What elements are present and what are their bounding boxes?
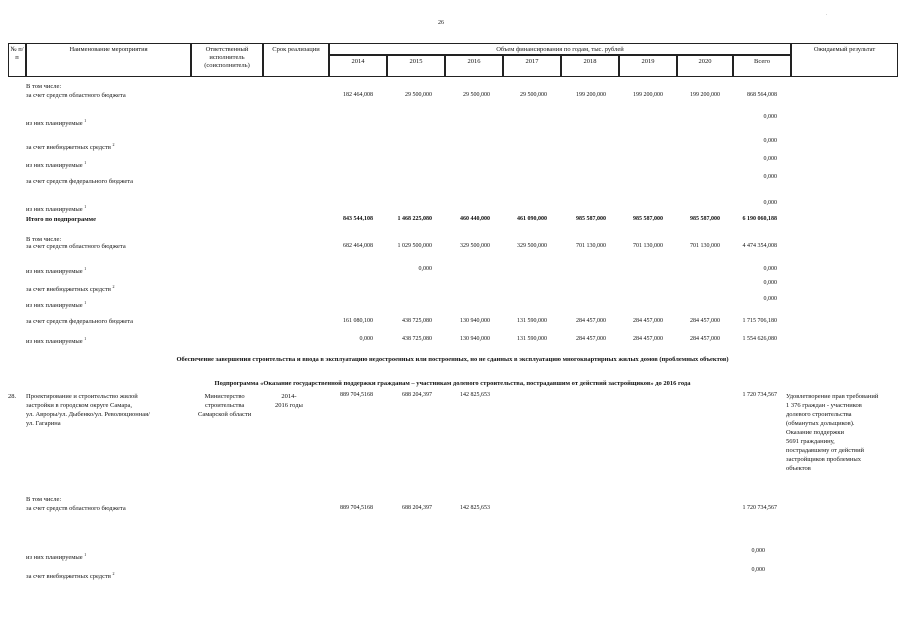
row-value: 843 544,108 [343, 216, 373, 222]
row-value: 701 130,000 [690, 243, 720, 249]
row-value: 284 457,000 [633, 318, 663, 324]
header-financing: Объем финансирования по годам, тыс. рублей [329, 43, 791, 55]
row-label-text: Итого по подпрограмме [26, 216, 96, 223]
row-value: 284 457,000 [690, 336, 720, 342]
row-label-text: из них планируемые [26, 268, 83, 276]
row-value: 284 457,000 [576, 318, 606, 324]
item-name-line: ул. Авроры/ул. Дыбенко/ул. Революционная/ [26, 411, 150, 418]
row-value: 29 500,000 [405, 92, 432, 98]
page-number: 26 [438, 20, 444, 26]
row-value: 461 090,000 [517, 216, 547, 222]
item-period-line: 2014- [281, 393, 297, 400]
item-result-line: (обманутых дольщиков). [786, 420, 855, 427]
row-label [26, 118, 86, 127]
header-year-2020: 2020 [677, 55, 733, 77]
row-label-text: В том числе: [26, 83, 62, 90]
item-result [786, 392, 878, 473]
row-value: 0,000 [763, 280, 777, 286]
row-label [26, 204, 86, 213]
row-label [26, 178, 133, 185]
row-value: 131 590,000 [517, 336, 547, 342]
header-period: Срок реализации [263, 43, 329, 77]
row-value: 0,000 [751, 567, 765, 573]
row-value: 1 715 706,180 [742, 318, 777, 324]
row-label-text: за счет внебюджетных средств [26, 144, 111, 152]
row-label-text: за счет средств областного бюджета [26, 243, 126, 250]
header-year-2016: 2016 [445, 55, 503, 77]
row-value: 6 190 060,188 [742, 216, 777, 222]
row-value: 284 457,000 [690, 318, 720, 324]
item-result-line: долевого строительства [786, 411, 852, 418]
item-value-2015: 688 204,397 [402, 392, 432, 398]
row-label-text: из них планируемые [26, 120, 83, 128]
row-value: 0,000 [359, 336, 373, 342]
row-value: 0,000 [763, 156, 777, 162]
header-name: Наименование мероприятия [26, 43, 191, 77]
row-value: 329 500,000 [460, 243, 490, 249]
row-value: 688 204,397 [402, 505, 432, 511]
subprogram-title: Подпрограмма «Оказание государственной поддержки гражданам – участникам долевого строительства, пострадавшим от действий застройщиков» до 2016 года [214, 380, 691, 387]
row-label-text: из них планируемые [26, 338, 83, 346]
footnote-mark: 1 [84, 118, 87, 123]
item-name-line: застройки в городском округе Самара, [26, 402, 132, 409]
row-value: 438 725,080 [402, 336, 432, 342]
footnote-mark: 2 [112, 571, 115, 576]
header-year-2018: 2018 [561, 55, 619, 77]
header-year-2019: 2019 [619, 55, 677, 77]
row-value: 130 940,000 [460, 318, 490, 324]
row-label [26, 142, 115, 151]
row-value: 1 468 225,080 [397, 216, 432, 222]
row-label-text: В том числе: [26, 236, 62, 243]
row-value: 0,000 [763, 200, 777, 206]
row-label [26, 236, 61, 243]
item-number: 28. [8, 393, 17, 400]
row-label [26, 160, 86, 169]
item-name-line: Проектирование и строительство жилой [26, 393, 138, 400]
row-label: за счет средств областного бюджета [26, 505, 126, 512]
row-value: 1 029 500,000 [397, 243, 432, 249]
row-value: 0,000 [751, 548, 765, 554]
row-label [26, 300, 86, 309]
item-responsible-line: Министерство [204, 393, 245, 400]
item-value-2016: 142 825,653 [460, 392, 490, 398]
header-total: Всего [733, 55, 791, 77]
row-value: 29 500,000 [463, 92, 490, 98]
header-result: Ожидаемый результат [791, 43, 898, 77]
row-value: 161 080,100 [343, 318, 373, 324]
row-label [26, 336, 86, 345]
item-value-2014: 889 704,5168 [340, 392, 373, 398]
row-label [26, 552, 86, 561]
row-value: 284 457,000 [576, 336, 606, 342]
item-name-line: ул. Гагарина [26, 420, 61, 427]
row-label-text: из них планируемые [26, 206, 83, 214]
item-value-total: 1 720 734,567 [742, 392, 777, 398]
item-result-line: Удовлетворение прав требований [786, 393, 879, 400]
row-value: 985 587,000 [690, 216, 720, 222]
row-value: 0,000 [763, 138, 777, 144]
row-label [26, 83, 61, 90]
row-value: 868 564,008 [747, 92, 777, 98]
row-label-text: за счет средств федерального бюджета [26, 318, 134, 325]
row-label [26, 318, 133, 325]
row-label-text: из них планируемые [26, 302, 83, 310]
row-value: 701 130,000 [633, 243, 663, 249]
row-label-text: за счет средств федерального бюджета [26, 178, 134, 185]
header-year-2014: 2014 [329, 55, 387, 77]
footnote-mark: 1 [84, 204, 87, 209]
item-result-line: застройщиков проблемных [786, 456, 861, 463]
footnote-mark: 1 [84, 300, 87, 305]
row-label [26, 243, 126, 250]
footnote-mark: 2 [112, 142, 115, 147]
row-value: 199 200,000 [576, 92, 606, 98]
item-result-line: 1 376 граждан - участников [786, 402, 862, 409]
row-label [26, 92, 126, 99]
row-value: 284 457,000 [633, 336, 663, 342]
row-value: 329 500,000 [517, 243, 547, 249]
row-value: 438 725,080 [402, 318, 432, 324]
row-value: 682 464,008 [343, 243, 373, 249]
footnote-mark: 1 [84, 336, 87, 341]
row-value: 0,000 [763, 114, 777, 120]
row-value: 1 554 626,080 [742, 336, 777, 342]
row-label [26, 216, 96, 223]
item-result-line: пострадавшему от действий [786, 447, 865, 454]
row-value: 199 200,000 [690, 92, 720, 98]
row-label [26, 284, 115, 293]
row-value: 199 200,000 [633, 92, 663, 98]
header-responsible: Ответственный исполнитель (соисполнитель) [191, 43, 263, 77]
row-value: 985 587,000 [576, 216, 606, 222]
row-value: 182 464,008 [343, 92, 373, 98]
row-value: 130 940,000 [460, 336, 490, 342]
header-year-2017: 2017 [503, 55, 561, 77]
row-value: 142 825,653 [460, 505, 490, 511]
header-num: № п/п [8, 43, 26, 77]
footnote-mark: 2 [112, 284, 115, 289]
item-responsible-line: Самарской области [198, 411, 252, 418]
item-result-line: Оказание поддержки [786, 429, 844, 436]
row-label [26, 571, 115, 580]
header-year-2015: 2015 [387, 55, 445, 77]
footnote-mark: 1 [84, 552, 87, 557]
row-value: 131 590,000 [517, 318, 547, 324]
item-period-line: 2016 годы [275, 402, 303, 409]
row-value: 0,000 [763, 296, 777, 302]
row-label-text: из них планируемые [26, 162, 83, 170]
item-result-line: объектов [786, 465, 811, 472]
row-label-text: за счет внебюджетных средств [26, 286, 111, 294]
table-header [8, 43, 898, 77]
footnote-mark: 1 [84, 160, 87, 165]
corner-mark: . [825, 12, 827, 17]
item-responsible-line: строительства [204, 402, 245, 409]
row-value: 701 130,000 [576, 243, 606, 249]
footnote-mark: 1 [84, 266, 87, 271]
row-label-text: из них планируемые [26, 554, 83, 562]
row-value: 460 440,000 [460, 216, 490, 222]
row-value: 0,000 [418, 266, 432, 272]
section-title: Обеспечение завершения строительства и ввода в эксплуатацию недостроенных или построенных, но не сданных в эксплуатацию многоквартирных жилых домов (проблемных объектов) [176, 356, 729, 363]
item-name [26, 392, 150, 428]
row-label-text: за счет внебюджетных средств [26, 573, 111, 581]
row-value: 1 720 734,567 [742, 505, 777, 511]
row-value: 985 587,000 [633, 216, 663, 222]
row-label-text: за счет средств областного бюджета [26, 92, 126, 99]
row-value: 889 704,5168 [340, 505, 373, 511]
item-period [275, 392, 303, 410]
row-value: 0,000 [763, 266, 777, 272]
row-value: 29 500,000 [520, 92, 547, 98]
row-label: В том числе: [26, 496, 62, 503]
row-value: 4 474 354,008 [742, 243, 777, 249]
row-label [26, 266, 86, 275]
row-value: 0,000 [763, 174, 777, 180]
item-result-line: 5691 гражданину, [786, 438, 835, 445]
item-responsible [198, 392, 251, 419]
